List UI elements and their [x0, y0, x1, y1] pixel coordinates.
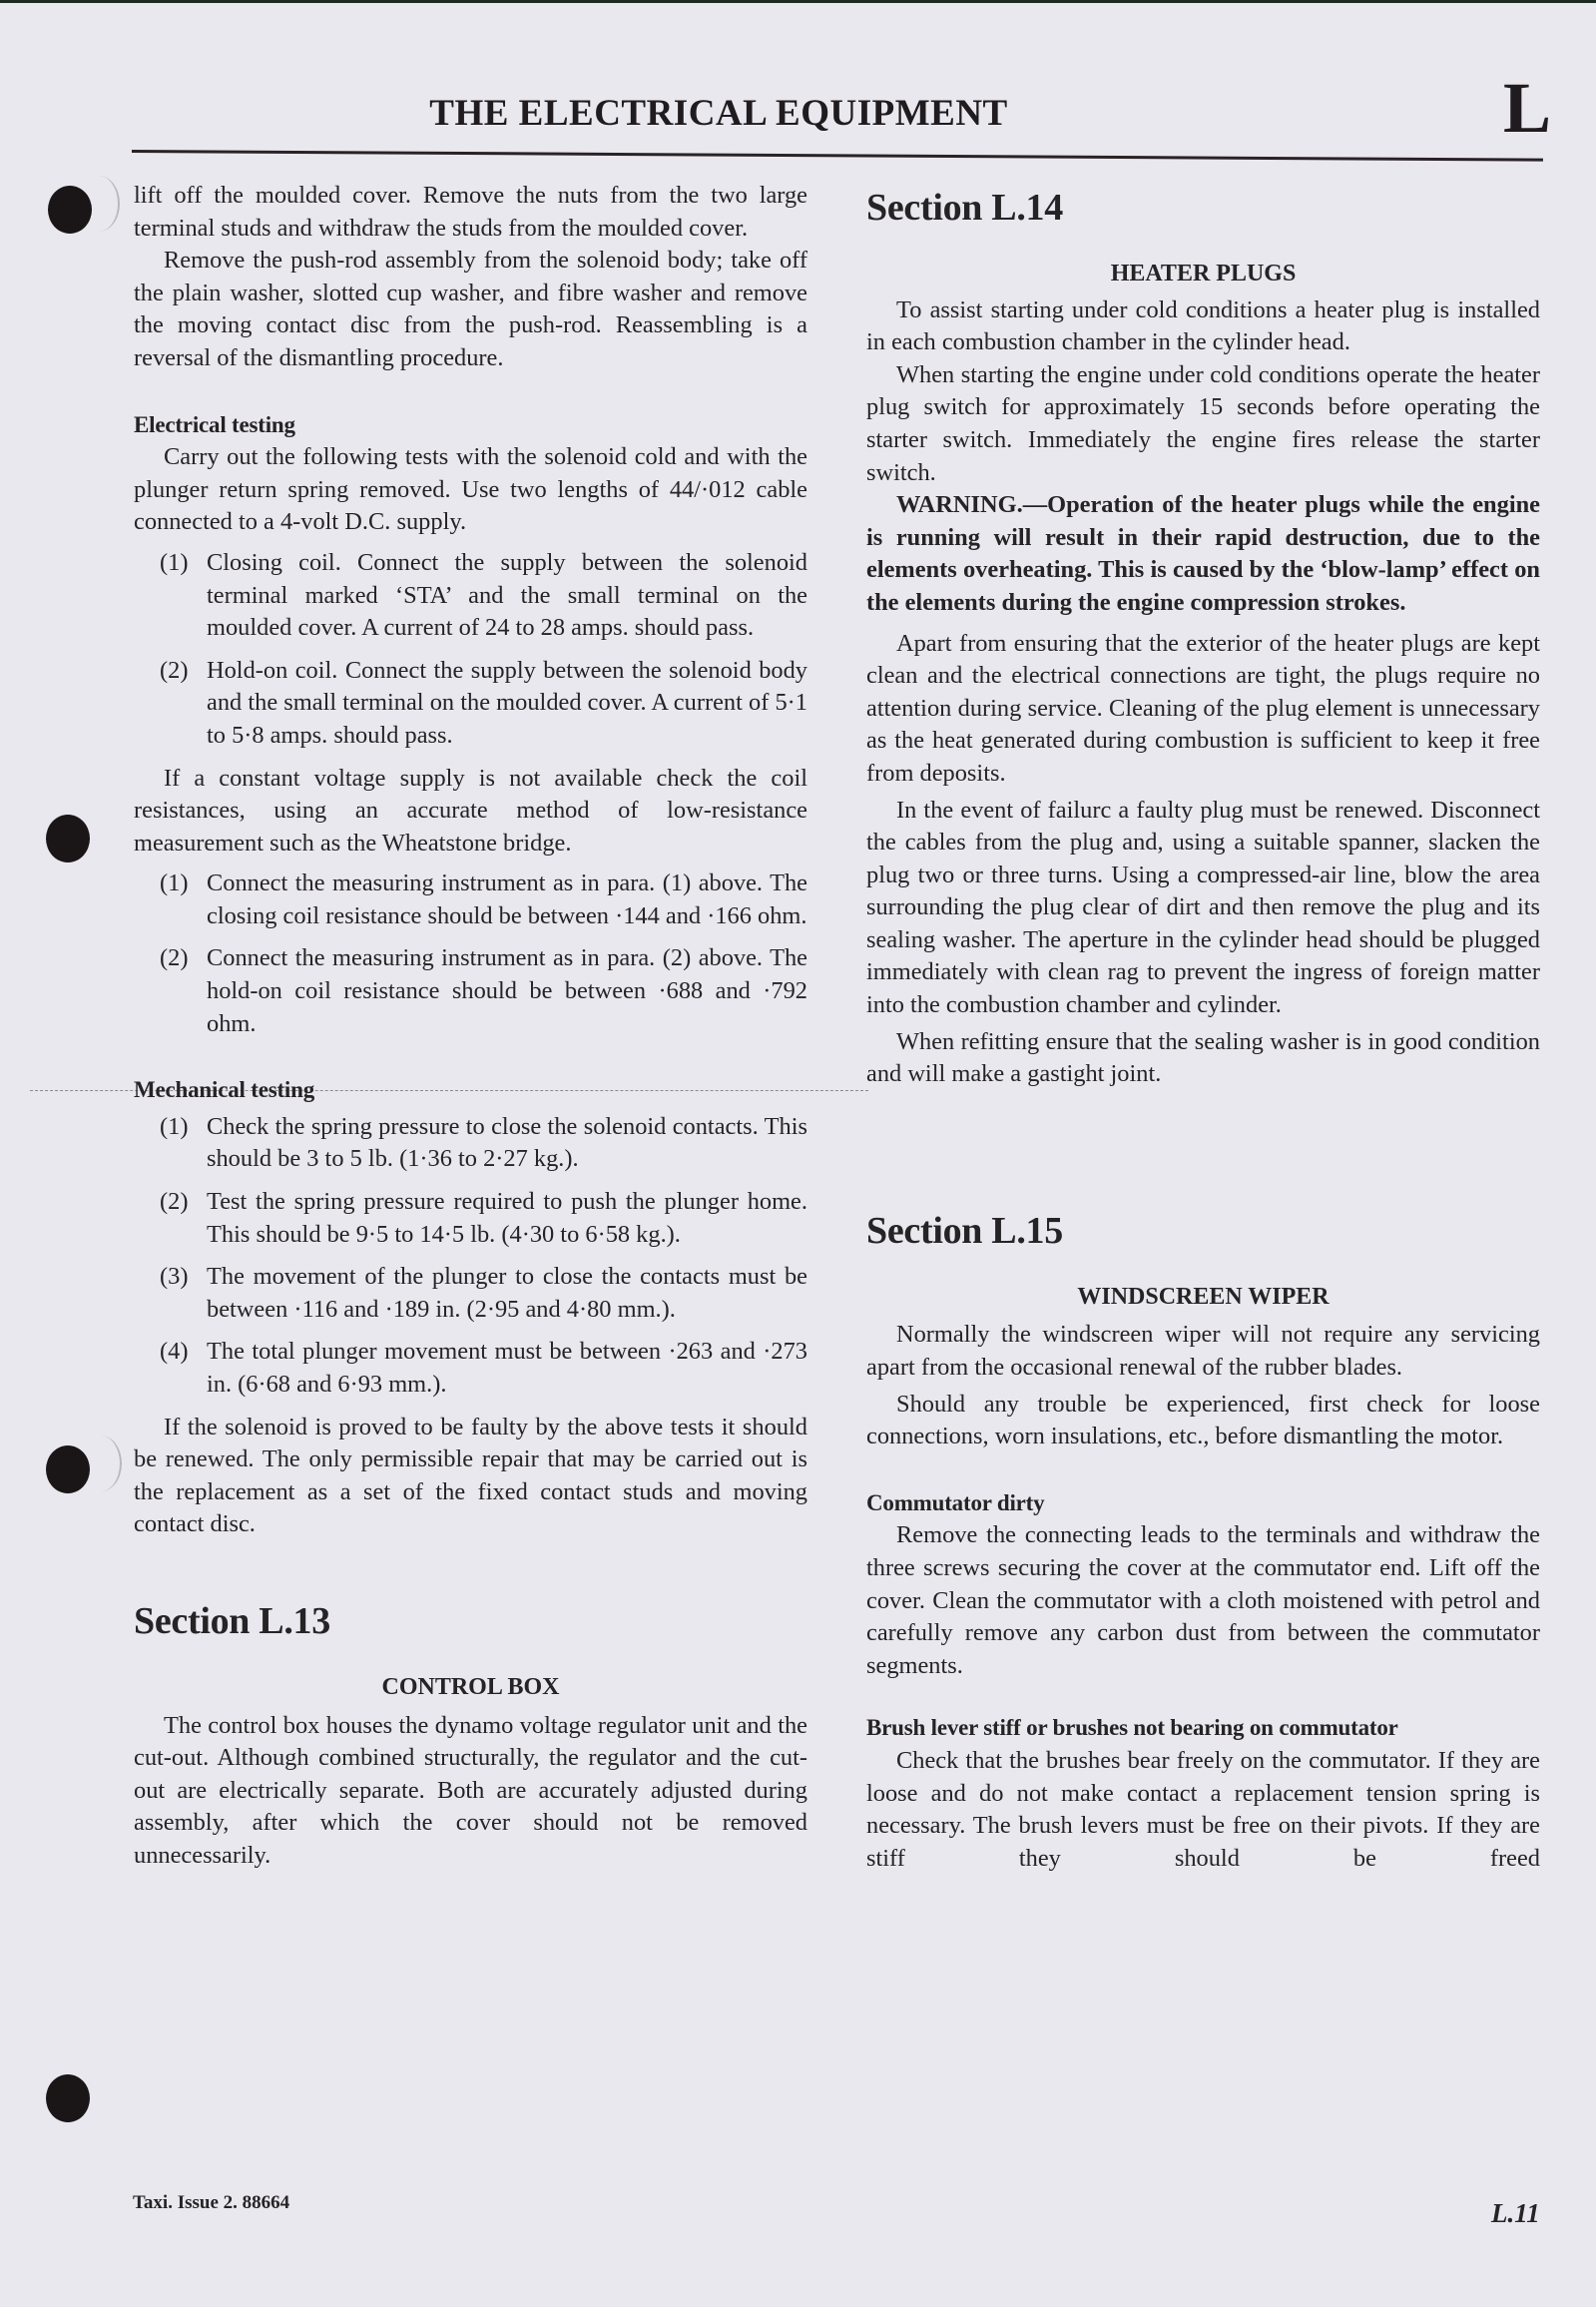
paragraph: If a constant voltage supply is not available check the coil resistances, using an accurate method of low-resistance measurement such as the Wheatstone bridge. — [134, 764, 807, 857]
paragraph: Carry out the following tests with the solenoid cold and with the plunger return spring removed. Use two lengths of 44/·012 cable connected to a 4-volt D.C. supply. — [134, 443, 807, 536]
list-item — [134, 1336, 807, 1401]
punch-hole — [46, 2074, 90, 2122]
header-rule — [132, 150, 1543, 162]
item-number: (1) — [160, 1112, 189, 1140]
paragraph: lift off the moulded cover. Remove the nuts from the two large terminal studs and withdraw the studs from the moulded cover. — [134, 182, 807, 242]
item-text: The total plunger movement must be between ·263 and ·273 in. (6·68 and 6·93 mm.). — [207, 1338, 807, 1398]
paragraph: Normally the windscreen wiper will not require any servicing apart from the occasional renewal of the rubber blades. — [866, 1321, 1540, 1382]
punch-hole-ring — [78, 176, 120, 232]
paragraph: If the solenoid is proved to be faulty by the above tests it should be renewed. The only permissible repair that may be carried out is the replacement as a set of the fixed contact studs and moving contact disc. — [134, 1413, 807, 1538]
item-number: (3) — [160, 1263, 189, 1291]
paragraph: Apart from ensuring that the exterior of the heater plugs are kept clean and the electrical connections are tight, the plugs require no attention during service. Cleaning of the plug element is unnecessary as the heat generated during combustion is sufficient to keep it free from deposits. — [866, 629, 1540, 787]
item-number: (1) — [160, 548, 189, 576]
list-item — [134, 655, 807, 753]
subheading-brush-lever: Brush lever stiff or brushes not bearing on commutator — [866, 1715, 1398, 1741]
item-text: Closing coil. Connect the supply between the solenoid terminal marked ‘STA’ and the small terminal on the moulded cover. A current of 24 to 28 amps. should pass. — [207, 548, 807, 642]
left-column — [134, 180, 807, 1873]
list-item — [134, 942, 807, 1040]
page-number: L.11 — [1491, 2198, 1540, 2228]
item-text: Test the spring pressure required to push the plunger home. This should be 9·5 to 14·5 lb. (4·30 to 6·58 kg.). — [207, 1188, 807, 1248]
item-text: Check the spring pressure to close the solenoid contacts. This should be 3 to 5 lb. (1·36 to 2·27 kg.). — [207, 1112, 807, 1173]
paragraph: When refitting ensure that the sealing washer is in good condition and will make a gastight joint. — [866, 1027, 1540, 1088]
list-item — [134, 547, 807, 645]
right-column — [866, 180, 1540, 1875]
item-text: The movement of the plunger to close the contacts must be between ·116 and ·189 in. (2·95 and 4·80 mm.). — [207, 1263, 807, 1323]
list-item — [134, 1186, 807, 1251]
item-number: (2) — [160, 656, 189, 684]
paragraph: Check that the brushes bear freely on the commutator. If they are loose and do not make contact a replacement tension spring is necessary. The brush levers must be free on their pivots. If they are stiff they should be freed — [866, 1746, 1540, 1872]
item-number: (2) — [160, 1188, 189, 1216]
list-item — [134, 1261, 807, 1326]
item-number: (4) — [160, 1338, 189, 1366]
item-text: Connect the measuring instrument as in para. (2) above. The hold-on coil resistance should be between ·688 and ·792 ohm. — [207, 944, 807, 1037]
paragraph: Remove the push-rod assembly from the solenoid body; take off the plain washer, slotted cup washer, and fibre washer and remove the moving contact disc from the push-rod. Reassembling is a reversal of the dismantling procedure. — [134, 247, 807, 371]
item-number: (2) — [160, 944, 189, 972]
footer-issue: Taxi. Issue 2. 88664 — [133, 2192, 290, 2213]
section-heading-l15: Section L.15 — [866, 1209, 1063, 1252]
punch-hole-ring — [80, 1436, 122, 1491]
section-title-heater-plugs: HEATER PLUGS — [1110, 261, 1297, 287]
chapter-letter: L — [1503, 68, 1552, 148]
paragraph: Remove the connecting leads to the terminals and withdraw the three screws securing the cover at the commutator end. Lift off the cover. Clean the commutator with a cloth moistened with petrol and carefully remove any carbon dust from between the commutator segments. — [866, 1521, 1540, 1679]
section-heading-l14: Section L.14 — [866, 187, 1063, 229]
list-item — [134, 1111, 807, 1176]
section-heading-l13: Section L.13 — [134, 1599, 330, 1642]
item-text: Connect the measuring instrument as in para. (1) above. The closing coil resistance should be between ·144 and ·166 ohm. — [207, 869, 807, 929]
paragraph: When starting the engine under cold conditions operate the heater plug switch for approximately 15 seconds before operating the starter switch. Immediately the engine fires release the starter switch. — [866, 360, 1540, 486]
section-title-control-box: CONTROL BOX — [381, 1673, 560, 1700]
subheading-electrical-testing: Electrical testing — [134, 411, 295, 437]
page-header-title: THE ELECTRICAL EQUIPMENT — [429, 93, 1008, 134]
scan-edge — [0, 0, 1596, 3]
punch-hole — [46, 815, 90, 863]
paragraph: Should any trouble be experienced, first check for loose connections, worn insulations, etc., before dismantling the motor. — [866, 1390, 1540, 1450]
paragraph: The control box houses the dynamo voltage regulator unit and the cut-out. Although combined structurally, the regulator and the cut-out are electrically separate. Both are accurately adjusted during assembly, after which the cover should not be removed unnecessarily. — [134, 1711, 807, 1869]
item-text: Hold-on coil. Connect the supply between the solenoid body and the small terminal on the moulded cover. A current of 5·1 to 5·8 amps. should pass. — [207, 656, 807, 749]
subheading-commutator-dirty: Commutator dirty — [866, 1489, 1045, 1515]
subheading-mechanical-testing: Mechanical testing — [134, 1077, 315, 1103]
item-number: (1) — [160, 869, 189, 897]
list-item — [134, 867, 807, 932]
paragraph: In the event of failurc a faulty plug must be renewed. Disconnect the cables from the plug and, using a suitable spanner, slacken the plug two or three turns. Using a compressed-air line, blow the area surrounding the plug clear of dirt and then remove the plug and its sealing washer. The aperture in the cylinder head should be plugged immediately with clean rag to prevent the ingress of foreign matter into the combustion chamber and cylinder. — [866, 796, 1540, 1019]
section-title-windscreen-wiper: WINDSCREEN WIPER — [1077, 1283, 1330, 1310]
paragraph: To assist starting under cold conditions a heater plug is installed in each combustion chamber in the cylinder head. — [866, 295, 1540, 356]
warning-paragraph: WARNING.—Operation of the heater plugs while the engine is running will result in their rapid destruction, due to the elements overheating. This is caused by the ‘blow-lamp’ effect on the elements during the engine compression strokes. — [866, 491, 1540, 616]
